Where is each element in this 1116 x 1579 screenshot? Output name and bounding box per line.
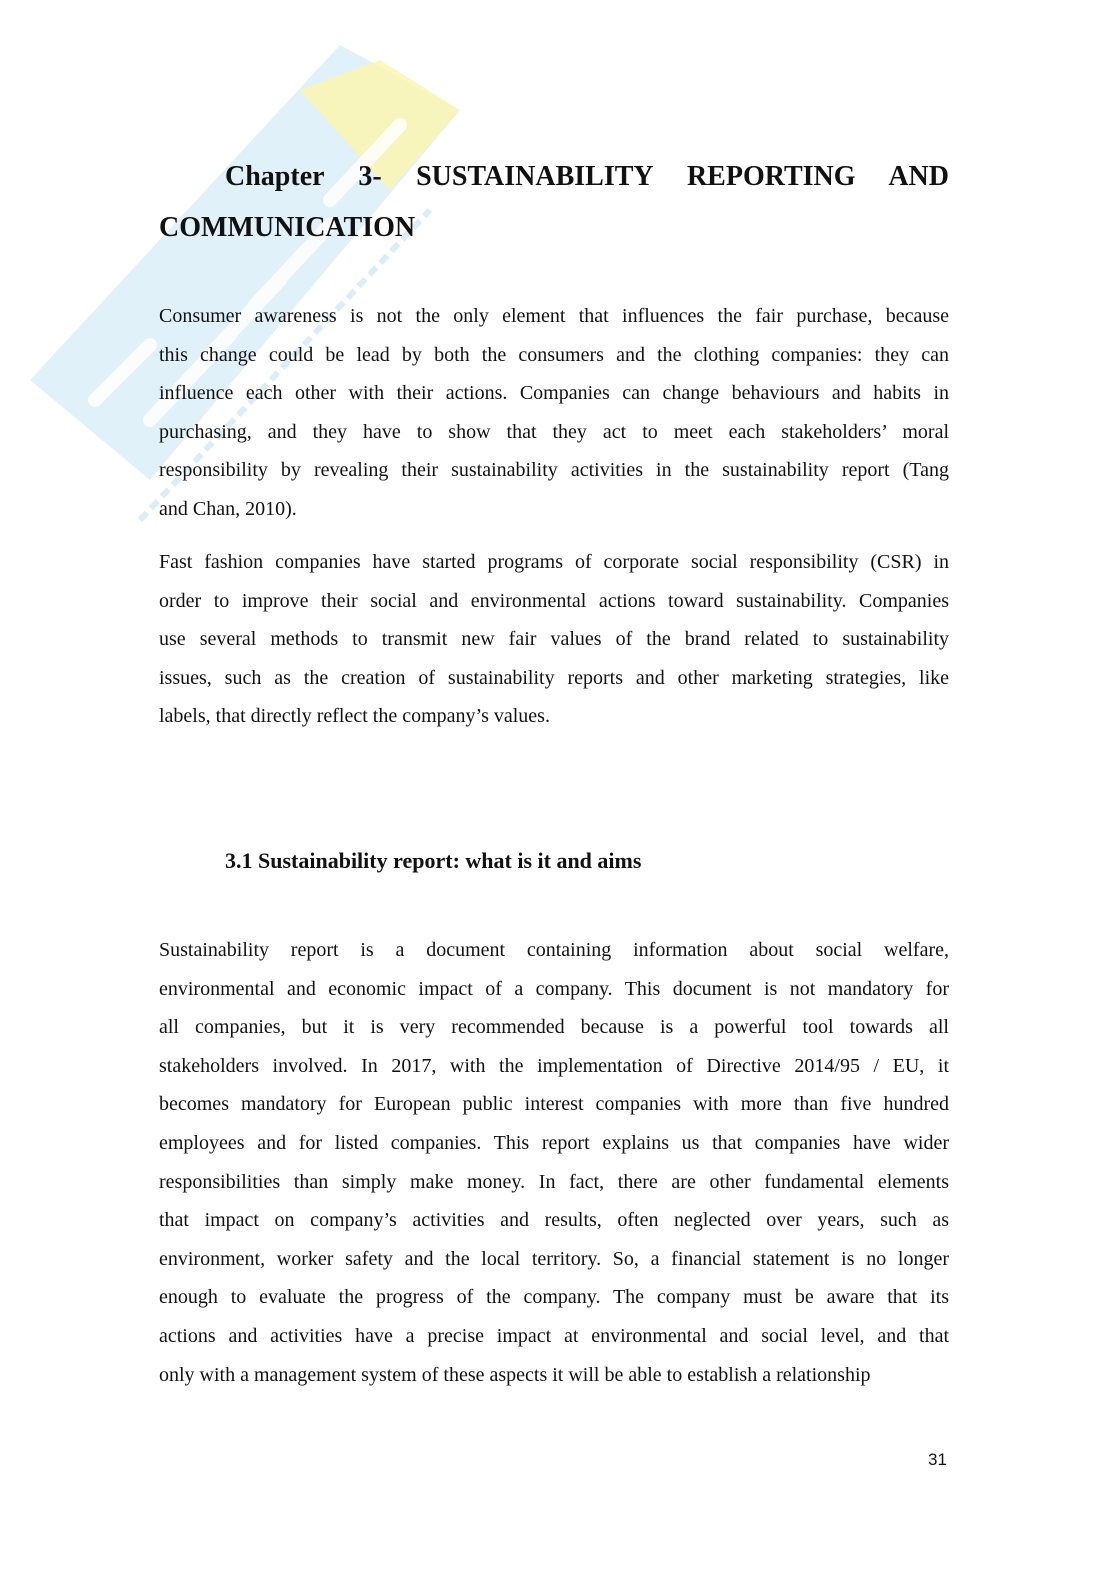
text-line: actions and activities have a precise impact at environmental and social level, and that — [159, 1324, 949, 1347]
text-line: responsibility by revealing their sustainability activities in the sustainability report (Tang — [159, 459, 949, 482]
chapter-title-line: COMMUNICATION — [159, 212, 416, 243]
text-line: stakeholders involved. In 2017, with the implementation of Directive 2014/95 / EU, it — [159, 1054, 949, 1077]
text-line: labels, that directly reflect the company’s values. — [159, 705, 550, 728]
text-line: environmental and economic impact of a company. This document is not mandatory for — [159, 977, 949, 1000]
text-line: only with a management system of these aspects it will be able to establish a relationship — [159, 1363, 871, 1386]
section-heading: 3.1 Sustainability report: what is it and aims — [225, 848, 642, 873]
text-line: order to improve their social and environmental actions toward sustainability. Companies — [159, 589, 949, 612]
text-line: Sustainability report is a document containing information about social welfare, — [159, 939, 949, 961]
text-line: Fast fashion companies have started programs of corporate social responsibility (CSR) in — [159, 551, 949, 573]
text-line: that impact on company’s activities and results, often neglected over years, such as — [159, 1209, 949, 1232]
text-line: use several methods to transmit new fair values of the brand related to sustainability — [159, 628, 949, 651]
text-line: enough to evaluate the progress of the company. The company must be aware that its — [159, 1286, 949, 1309]
paragraph-csr — [159, 543, 949, 736]
text-line: employees and for listed companies. This report explains us that companies have wider — [159, 1131, 949, 1154]
chapter-title-line: Chapter 3- SUSTAINABILITY REPORTING AND — [225, 161, 949, 192]
text-line: all companies, but it is very recommended because is a powerful tool towards all — [159, 1016, 949, 1039]
text-line: becomes mandatory for European public interest companies with more than five hundred — [159, 1093, 949, 1116]
text-line: environment, worker safety and the local territory. So, a financial statement is no longer — [159, 1247, 949, 1270]
text-line: issues, such as the creation of sustainability reports and other marketing strategies, like — [159, 666, 949, 689]
paragraph-sustainability-report — [159, 931, 949, 1394]
page-number: 31 — [928, 1450, 947, 1469]
paragraph-intro — [159, 297, 949, 529]
chapter-title — [159, 151, 949, 253]
text-line: responsibilities than simply make money. In fact, there are other fundamental elements — [159, 1170, 949, 1193]
text-line: purchasing, and they have to show that they act to meet each stakeholders’ moral — [159, 420, 949, 443]
text-line: influence each other with their actions. Companies can change behaviours and habits in — [159, 382, 949, 405]
text-line: this change could be lead by both the consumers and the clothing companies: they can — [159, 343, 949, 366]
text-line: and Chan, 2010). — [159, 497, 297, 520]
text-line: Consumer awareness is not the only element that influences the fair purchase, because — [159, 305, 949, 327]
